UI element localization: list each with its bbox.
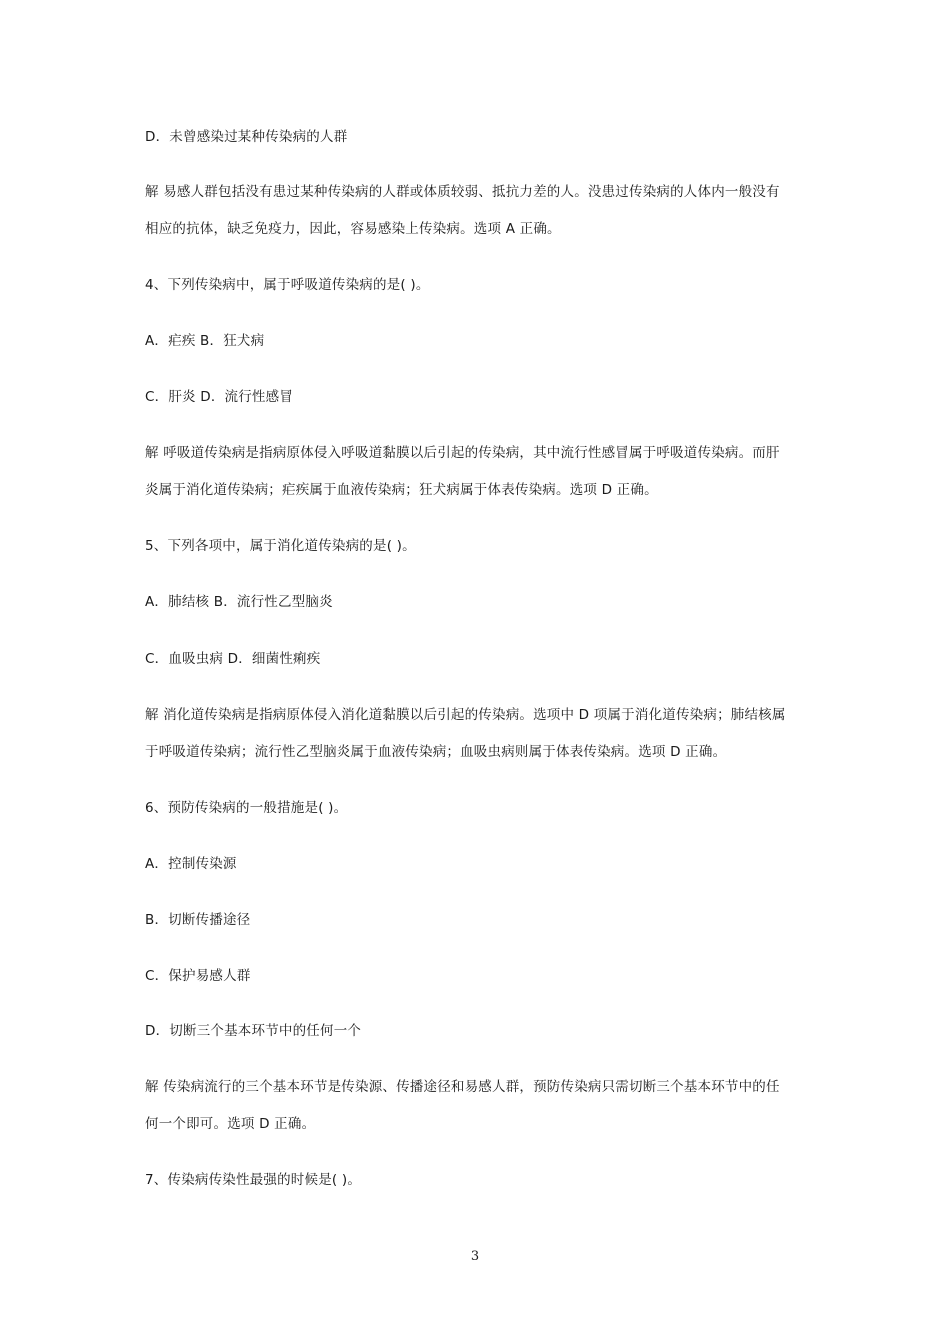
- option-c-q6: C．保护易感人群: [145, 968, 251, 984]
- options-cd-q4: C．肝炎 D．流行性感冒: [145, 389, 294, 405]
- option-b-q6: B．切断传播途径: [145, 912, 251, 928]
- option-d-q6: D．切断三个基本环节中的任何一个: [145, 1023, 362, 1039]
- options-cd-q5: C．血吸虫病 D．细菌性痢疾: [145, 651, 321, 667]
- question-7: 7、传染病传染性最强的时候是( )。: [145, 1172, 362, 1188]
- explanation-q6-line2: 何一个即可。选项 D 正确。: [145, 1116, 316, 1132]
- explanation-q6-line1: 解 传染病流行的三个基本环节是传染源、传播途径和易感人群，预防传染病只需切断三个基本环节中的任: [145, 1079, 780, 1095]
- explanation-q3-line2: 相应的抗体，缺乏免疫力，因此，容易感染上传染病。选项 A 正确。: [145, 221, 561, 237]
- option-a-q6: A．控制传染源: [145, 856, 237, 872]
- explanation-q5-line1: 解 消化道传染病是指病原体侵入消化道黏膜以后引起的传染病。选项中 D 项属于消化道传染病；肺结核属: [145, 707, 786, 723]
- options-ab-q4: A．疟疾 B．狂犬病: [145, 333, 265, 349]
- question-4: 4、下列传染病中，属于呼吸道传染病的是( )。: [145, 277, 430, 293]
- explanation-q4-line2: 炎属于消化道传染病；疟疾属于血液传染病；狂犬病属于体表传染病。选项 D 正确。: [145, 482, 658, 498]
- explanation-q4-line1: 解 呼吸道传染病是指病原体侵入呼吸道黏膜以后引起的传染病，其中流行性感冒属于呼吸道传染病。而肝: [145, 445, 780, 461]
- page-number: 3: [470, 1249, 480, 1264]
- options-ab-q5: A．肺结核 B．流行性乙型脑炎: [145, 594, 333, 610]
- question-6: 6、预防传染病的一般措施是( )。: [145, 800, 348, 816]
- explanation-q5-line2: 于呼吸道传染病；流行性乙型脑炎属于血液传染病；血吸虫病则属于体表传染病。选项 D 正确。: [145, 744, 727, 760]
- question-5: 5、下列各项中，属于消化道传染病的是( )。: [145, 538, 416, 554]
- explanation-q3-line1: 解 易感人群包括没有患过某种传染病的人群或体质较弱、抵抗力差的人。没患过传染病的人体内一般没有: [145, 184, 780, 200]
- option-d-q3: D．未曾感染过某种传染病的人群: [145, 129, 348, 145]
